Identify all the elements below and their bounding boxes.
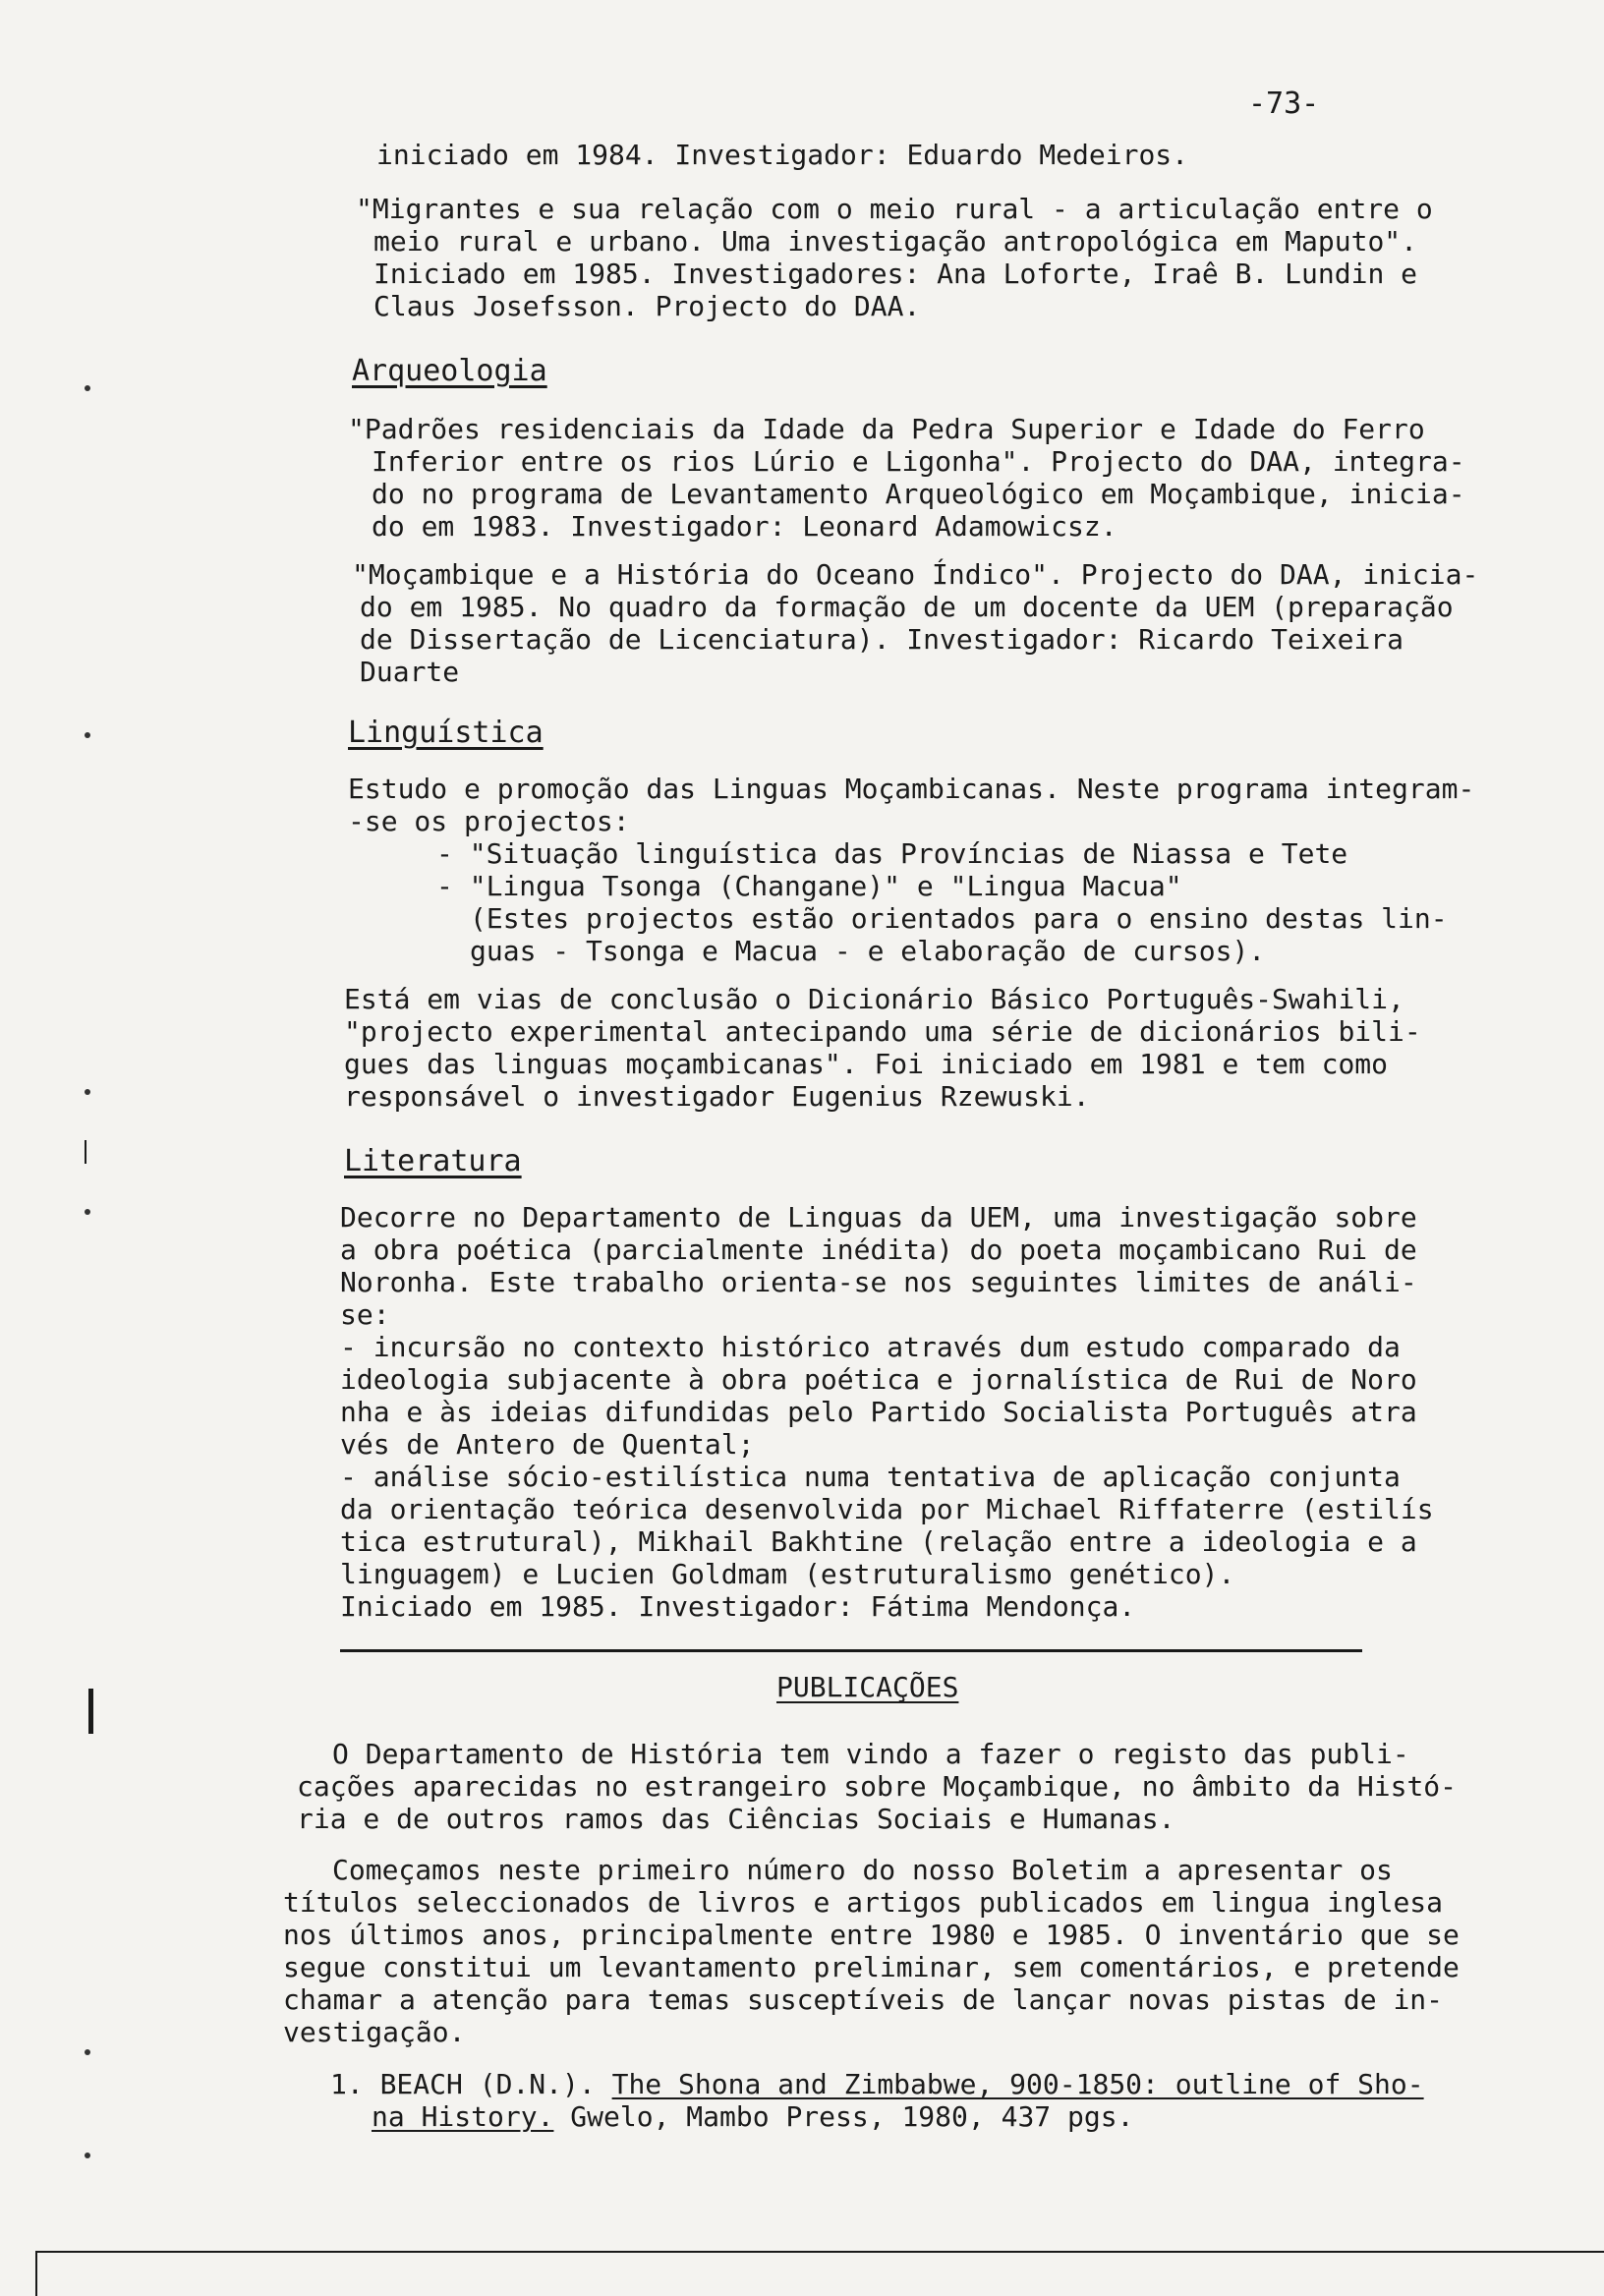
migrantes-line: "Migrantes e sua relação com o meio rural - a articulação entre o — [356, 193, 1433, 225]
entry-title-continued: na History. — [372, 2100, 554, 2133]
arqueologia-paragraph-1 — [348, 413, 1465, 543]
bottom-border — [35, 2251, 1604, 2253]
page-number: -73- — [1248, 86, 1320, 121]
entry-author: BEACH (D.N.). — [379, 2068, 596, 2100]
arqueologia-heading: Arqueologia — [352, 354, 547, 388]
entry-number: 1. — [330, 2068, 364, 2100]
linguistica-p2-line: "projecto experimental antecipando uma série de dicionários bili- — [344, 1015, 1421, 1048]
publicacoes-paragraph-1 — [297, 1738, 1457, 1835]
linguistica-note-line: (Estes projectos estão orientados para o ensino destas lin- — [470, 902, 1448, 935]
literatura-line: da orientação teórica desenvolvida por Michael Riffaterre (estilís — [340, 1493, 1434, 1525]
arqueologia-p1-line: "Padrões residenciais da Idade da Pedra Superior e Idade do Ferro — [348, 413, 1425, 445]
migrantes-line: Claus Josefsson. Projecto do DAA. — [373, 290, 921, 322]
linguistica-heading: Linguística — [348, 716, 544, 750]
linguistica-p1-line: Estudo e promoção das Linguas Moçambicanas. Neste programa integram- — [348, 773, 1475, 805]
entry-publication: Gwelo, Mambo Press, 1980, 437 pgs. — [570, 2100, 1134, 2133]
arqueologia-p2-line: de Dissertação de Licenciatura). Investigador: Ricardo Teixeira — [360, 623, 1404, 656]
publicacoes-p2-line: segue constitui um levantamento preliminar, sem comentários, e pretende — [283, 1951, 1460, 1983]
intro-paragraph — [376, 139, 1188, 171]
arqueologia-paragraph-2 — [352, 558, 1478, 688]
publicacoes-p2-line: nos últimos anos, principalmente entre 1980 e 1985. O inventário que se — [283, 1919, 1460, 1951]
literatura-line: ideologia subjacente à obra poética e jornalística de Rui de Noro — [340, 1363, 1417, 1396]
linguistica-p2-line: gues das linguas moçambicanas". Foi iniciado em 1981 e tem como — [344, 1048, 1389, 1080]
arqueologia-p2-line: "Moçambique e a História do Oceano Índico". Projecto do DAA, inicia- — [352, 558, 1479, 591]
arqueologia-p2-line: do em 1985. No quadro da formação de um docente da UEM (preparação — [360, 591, 1454, 623]
left-border-tick — [35, 2251, 37, 2296]
margin-mark — [85, 1089, 90, 1095]
entry-title: The Shona and Zimbabwe, 900-1850: outline of Sho- — [611, 2068, 1424, 2100]
publicacoes-p2-line: títulos seleccionados de livros e artigos publicados em lingua inglesa — [283, 1886, 1444, 1919]
bibliography-entry — [330, 2068, 1424, 2133]
linguistica-list-item: - "Situação linguística das Províncias de Niassa e Tete — [436, 837, 1348, 870]
bibliography-entry-line-2 — [330, 2100, 1424, 2133]
margin-mark — [85, 1140, 86, 1164]
margin-mark — [88, 1689, 93, 1734]
literatura-line: Noronha. Este trabalho orienta-se nos seguintes limites de análi- — [340, 1266, 1417, 1298]
section-divider — [340, 1649, 1362, 1652]
publicacoes-p1-line: ria e de outros ramos das Ciências Sociais e Humanas. — [297, 1803, 1175, 1835]
arqueologia-p2-line: Duarte — [360, 656, 460, 688]
literatura-line: Iniciado em 1985. Investigador: Fátima Mendonça. — [340, 1590, 1136, 1623]
literatura-line: se: — [340, 1298, 390, 1331]
publicacoes-heading: PUBLICAÇÕES — [776, 1671, 959, 1703]
linguistica-p2-line: responsável o investigador Eugenius Rzewuski. — [344, 1080, 1090, 1113]
intro-line: iniciado em 1984. Investigador: Eduardo Medeiros. — [376, 139, 1189, 171]
arqueologia-p1-line: do no programa de Levantamento Arqueológico em Moçambique, inicia- — [372, 478, 1465, 510]
linguistica-paragraph-2 — [344, 983, 1421, 1113]
arqueologia-p1-line: Inferior entre os rios Lúrio e Ligonha". Projecto do DAA, integra- — [372, 445, 1465, 478]
margin-mark — [85, 2152, 90, 2158]
linguistica-p2-line: Está em vias de conclusão o Dicionário Básico Português-Swahili, — [344, 983, 1404, 1015]
publicacoes-p2-line: vestigação. — [283, 2016, 466, 2048]
publicacoes-paragraph-2 — [283, 1854, 1460, 2048]
migrantes-line: meio rural e urbano. Uma investigação antropológica em Maputo". — [373, 225, 1418, 258]
migrantes-line: Iniciado em 1985. Investigadores: Ana Loforte, Iraê B. Lundin e — [373, 258, 1418, 290]
margin-mark — [85, 1209, 90, 1215]
migrantes-paragraph — [356, 193, 1433, 322]
literatura-line: - análise sócio-estilística numa tentativa de aplicação conjunta — [340, 1461, 1401, 1493]
literatura-line: linguagem) e Lucien Goldmam (estruturalismo genético). — [340, 1558, 1235, 1590]
publicacoes-p2-line: Começamos neste primeiro número do nosso Boletim a apresentar os — [332, 1854, 1393, 1886]
literatura-heading: Literatura — [344, 1144, 522, 1178]
publicacoes-p1-line: O Departamento de História tem vindo a fazer o registo das publi- — [332, 1738, 1409, 1770]
linguistica-paragraph-1 — [348, 773, 1474, 967]
literatura-line: vés de Antero de Quental; — [340, 1428, 755, 1461]
linguistica-list-item: - "Lingua Tsonga (Changane)" e "Lingua Macua" — [436, 870, 1182, 902]
publicacoes-p1-line: cações aparecidas no estrangeiro sobre Moçambique, no âmbito da Histó- — [297, 1770, 1458, 1803]
bibliography-entry-line-1 — [330, 2068, 1424, 2100]
literatura-line: Decorre no Departamento de Linguas da UEM, uma investigação sobre — [340, 1201, 1417, 1234]
arqueologia-p1-line: do em 1983. Investigador: Leonard Adamowicsz. — [372, 510, 1117, 543]
literatura-line: - incursão no contexto histórico através dum estudo comparado da — [340, 1331, 1401, 1363]
linguistica-note-line: guas - Tsonga e Macua - e elaboração de cursos). — [470, 935, 1266, 967]
publicacoes-p2-line: chamar a atenção para temas susceptíveis de lançar novas pistas de in- — [283, 1983, 1444, 2016]
margin-mark — [85, 385, 90, 391]
literatura-line: a obra poética (parcialmente inédita) do poeta moçambicano Rui de — [340, 1234, 1417, 1266]
literatura-paragraph — [340, 1201, 1434, 1623]
linguistica-p1-line: -se os projectos: — [348, 805, 630, 837]
margin-mark — [85, 732, 90, 738]
literatura-line: nha e às ideias difundidas pelo Partido Socialista Português atra — [340, 1396, 1417, 1428]
literatura-line: tica estrutural), Mikhail Bakhtine (relação entre a ideologia e a — [340, 1525, 1417, 1558]
margin-mark — [85, 2049, 90, 2055]
